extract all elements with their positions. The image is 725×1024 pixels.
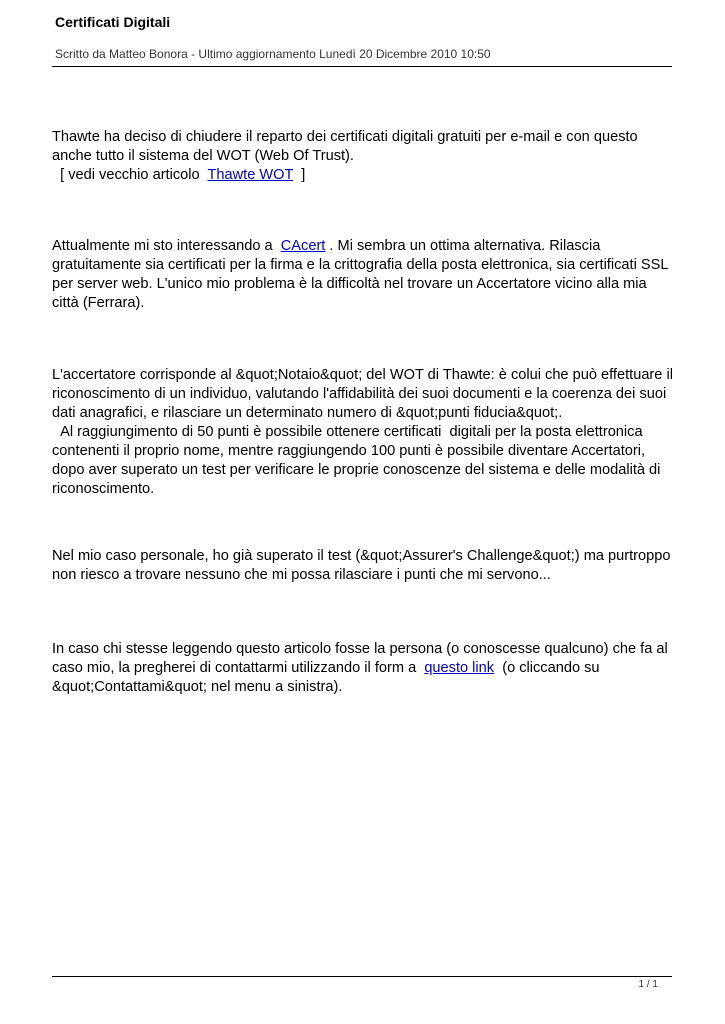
paragraph-cacert-after: . Mi sembra un ottima alternativa. Rilascia gratuitamente sia certificati per la firma e la crittografia della posta elettronica, sia certificati SSL per server web. L'unico mio problema è la difficoltà nel trovare un Accertatore vicino alla mia città (Ferrara). — [52, 238, 672, 311]
paragraph-cacert — [52, 237, 677, 313]
cacert-link[interactable]: CAcert — [280, 238, 326, 254]
paragraph-contact-before: In caso chi stesse leggendo questo articolo fosse la persona (o conoscesse qualcuno) che fa al caso mio, la pregherei di contattarmi utilizzando il form a — [52, 641, 672, 676]
footer-divider — [52, 976, 672, 977]
byline: Scritto da Matteo Bonora - Ultimo aggiornamento Lunedì 20 Dicembre 2010 10:50 — [55, 47, 491, 61]
page-title: Certificati Digitali — [55, 14, 171, 30]
paragraph-personal-case — [52, 547, 677, 585]
header-divider — [52, 66, 672, 67]
paragraph-thawte — [52, 128, 677, 185]
paragraph-punti-text: Al raggiungimento di 50 punti è possibile ottenere certificati digitali per la posta elettronica contenenti il proprio nome, mentre raggiungendo 100 punti è possibile diventare Accertatori, dopo aver superato un test per verificare le proprie conoscenze del sistema e delle modalità di riconoscimento. — [52, 424, 665, 497]
paragraph-accertatore-text: L'accertatore corrisponde al &quot;Notaio&quot; del WOT di Thawte: è colui che può effettuare il riconoscimento di un individuo, valutando l'affidabilità dei suoi documenti e la coerenza dei suoi dati anagrafici, e rilasciare un determinato numero di &quot;punti fiducia&quot;. — [52, 367, 678, 421]
paragraph-thawte-text: Thawte ha deciso di chiudere il reparto dei certificati digitali gratuiti per e-mail e con questo anche tutto il sistema del WOT (Web Of Trust). — [52, 129, 642, 164]
related-article-note-open: [ vedi vecchio articolo — [52, 167, 208, 183]
related-article-note-close: ] — [293, 167, 306, 183]
paragraph-contact-after: (o cliccando su &quot;Contattami&quot; nel menu a sinistra). — [52, 660, 604, 695]
contact-form-link[interactable]: questo link — [424, 660, 495, 676]
paragraph-cacert-before: Attualmente mi sto interessando a — [52, 238, 281, 254]
paragraph-personal-case-text: Nel mio caso personale, ho già superato il test (&quot;Assurer's Challenge&quot;) ma purtroppo non riesco a trovare nessuno che mi possa rilasciare i punti che mi servono... — [52, 548, 675, 583]
page-number: 1 / 1 — [638, 979, 658, 990]
thawte-wot-link[interactable]: Thawte WOT — [207, 167, 294, 183]
paragraph-accertatore — [52, 366, 677, 499]
paragraph-contact — [52, 640, 677, 697]
